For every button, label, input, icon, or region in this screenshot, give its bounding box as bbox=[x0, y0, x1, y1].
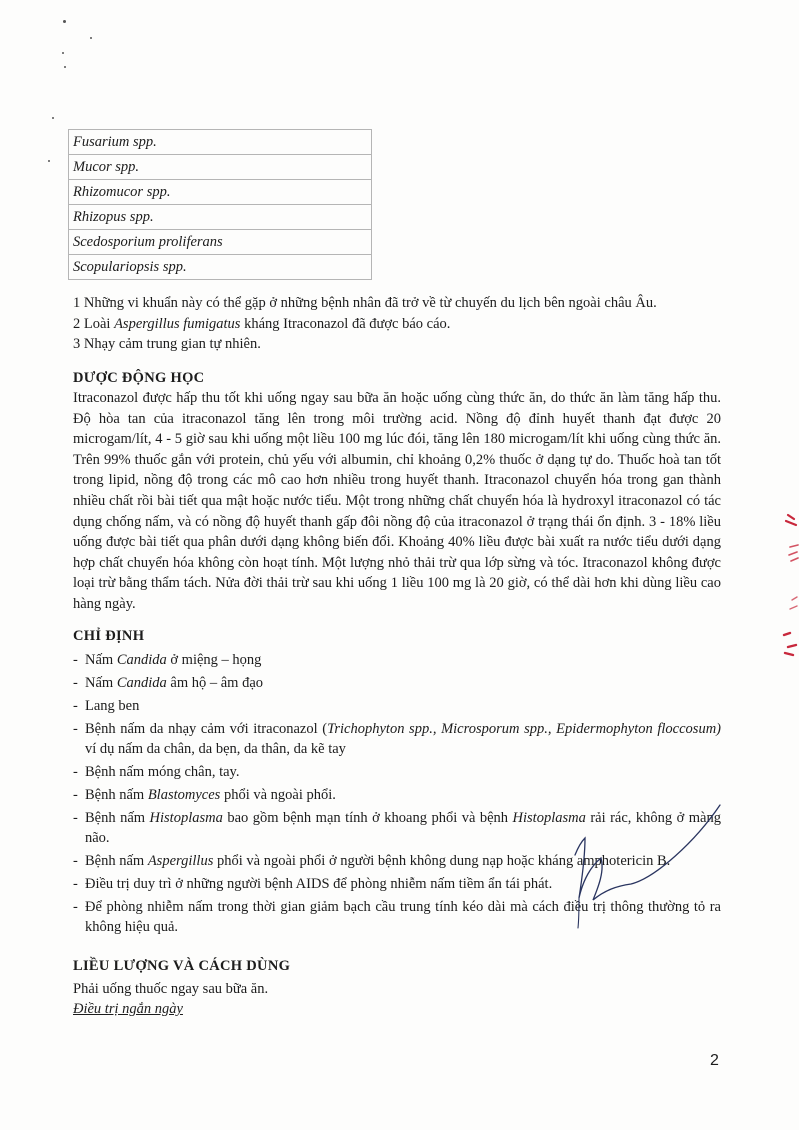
list-item bbox=[73, 762, 721, 782]
footnote-2-species: Aspergillus fumigatus bbox=[114, 315, 241, 332]
list-item bbox=[73, 696, 721, 716]
item-text: Bệnh nấm da nhạy cảm với itraconazol ( bbox=[85, 721, 328, 737]
pharmacokinetics-body: Itraconazol được hấp thu tốt khi uống ngay sau bữa ăn hoặc uống cùng thức ăn, do thức ăn làm tăng hấp thu. Độ hòa tan của itraconazol tăng lên trong môi trường acid. Nồng độ đỉnh huyết thanh đạt được 20 microgam/lít, 4 - 5 giờ sau khi uống một liều 100 mg lúc đói, tăng lên 180 microgam/lít khi uống cùng thức ăn. Trên 99% thuốc gắn với protein, chủ yếu với albumin, chỉ khoảng 0,2% thuốc ở dạng tự do. Thuốc hoà tan tốt trong lipid, nồng độ trong các mô cao hơn nhiều trong huyết thanh. Itraconazol chuyển hóa trong gan thành nhiều chất rồi bài tiết qua mật hoặc nước tiểu. Một trong những chất chuyển hóa là hydroxyl itraconazol có tác dụng chống nấm, và có nồng độ huyết thanh gấp đôi nồng độ của itraconazol ở trạng thái ổn định. 3 - 18% liều uống được bài tiết qua phân dưới dạng không biến đổi. Khoảng 40% liều được bài xuất ra nước tiểu dưới dạng hợp chất chuyển hóa không còn hoạt tính. Một lượng nhỏ thải trừ qua lớp sừng và tóc. Itraconazol không được loại trừ bằng thẩm tách. Nửa đời thải trừ sau khi uống 1 liều 100 mg là 20 giờ, có thể dài hơn khi dùng liều cao hàng ngày. bbox=[73, 390, 721, 612]
item-text: Lang ben bbox=[85, 698, 140, 714]
red-stamp-edge bbox=[770, 505, 799, 665]
footnote-2-suffix: kháng Itraconazol đã được báo cáo. bbox=[240, 315, 451, 332]
footnotes bbox=[73, 293, 721, 355]
item-italic: Histoplasma bbox=[512, 810, 586, 826]
table-row bbox=[69, 180, 372, 205]
list-dash: - bbox=[73, 721, 78, 737]
item-text: Điều trị duy trì ở những người bệnh AIDS để phòng nhiễm nấm tiềm ẩn tái phát. bbox=[85, 876, 553, 892]
item-text: ví dụ nấm da chân, da bẹn, da thân, da kẽ tay bbox=[85, 741, 346, 757]
item-text: rải rác, không ở màng não. bbox=[85, 810, 721, 846]
item-text: ở miệng – họng bbox=[166, 652, 262, 668]
item-text: bao gồm bệnh mạn tính ở khoang phổi và bệnh bbox=[222, 810, 513, 826]
item-text: phổi và ngoài phổi ở người bệnh không dung nạp hoặc kháng amphotericin B. bbox=[213, 853, 671, 869]
item-text: âm hộ – âm đạo bbox=[166, 675, 264, 691]
list-dash: - bbox=[73, 876, 78, 892]
item-text: phổi và ngoài phổi. bbox=[220, 787, 336, 803]
footnote-1: 1 Những vi khuẩn này có thể gặp ở những bệnh nhân đã trở về từ chuyến du lịch bên ngoài châu Âu. bbox=[73, 295, 657, 311]
item-italic: Blastomyces bbox=[147, 787, 221, 803]
item-italic: Candida bbox=[116, 675, 167, 691]
dosage-subheading: Điều trị ngắn ngày bbox=[73, 1001, 183, 1017]
table-row bbox=[69, 255, 372, 280]
item-text: Bệnh nấm móng chân, tay. bbox=[85, 764, 240, 780]
organism-cell: Rhizomucor spp. bbox=[69, 180, 372, 205]
scan-speck bbox=[52, 117, 54, 119]
list-dash: - bbox=[73, 698, 78, 714]
list-dash: - bbox=[73, 764, 78, 780]
list-dash: - bbox=[73, 899, 78, 915]
table-row bbox=[69, 130, 372, 155]
item-text: Bệnh nấm bbox=[85, 810, 150, 826]
table-row bbox=[69, 230, 372, 255]
list-item bbox=[73, 673, 721, 693]
item-text: Bệnh nấm bbox=[85, 787, 148, 803]
item-italic: Histoplasma bbox=[149, 810, 223, 826]
organism-cell: Fusarium spp. bbox=[69, 130, 372, 155]
item-text: Để phòng nhiễm nấm trong thời gian giảm bạch cầu trung tính kéo dài mà cách điều trị thông thường tỏ ra không hiệu quả. bbox=[85, 899, 721, 935]
organism-cell: Scopulariopsis spp. bbox=[69, 255, 372, 280]
dosage-heading: LIỀU LƯỢNG VÀ CÁCH DÙNG bbox=[73, 958, 291, 974]
footnote-2 bbox=[73, 314, 721, 335]
table-row bbox=[69, 155, 372, 180]
item-text: Nấm bbox=[85, 675, 117, 691]
scan-speck bbox=[62, 52, 64, 54]
dosage-instruction: Phải uống thuốc ngay sau bữa ăn. bbox=[73, 981, 269, 997]
organism-cell: Mucor spp. bbox=[69, 155, 372, 180]
footnote-2-prefix: 2 Loài bbox=[73, 315, 115, 332]
pharmacokinetics-heading: DƯỢC ĐỘNG HỌC bbox=[73, 370, 205, 386]
organism-cell: Scedosporium proliferans bbox=[69, 230, 372, 255]
item-italic: Aspergillus bbox=[147, 853, 214, 869]
list-dash: - bbox=[73, 652, 78, 668]
indications-heading: CHỈ ĐỊNH bbox=[73, 628, 145, 644]
list-dash: - bbox=[73, 810, 78, 826]
item-text: Nấm bbox=[85, 652, 117, 668]
organism-table bbox=[68, 129, 372, 280]
list-item bbox=[73, 650, 721, 670]
item-text: Bệnh nấm bbox=[85, 853, 148, 869]
item-italic: Candida bbox=[116, 652, 167, 668]
list-dash: - bbox=[73, 675, 78, 691]
scan-speck bbox=[90, 37, 92, 39]
scan-speck bbox=[64, 66, 66, 68]
list-dash: - bbox=[73, 787, 78, 803]
scan-speck bbox=[48, 160, 50, 162]
handwritten-signature bbox=[535, 800, 735, 930]
organism-cell: Rhizopus spp. bbox=[69, 205, 372, 230]
scan-speck bbox=[63, 20, 66, 23]
page-number: 2 bbox=[710, 1052, 719, 1069]
table-row bbox=[69, 205, 372, 230]
item-italic: Trichophyton spp., Microsporum spp., Epidermophyton floccosum) bbox=[327, 721, 721, 737]
list-item bbox=[73, 719, 721, 759]
list-dash: - bbox=[73, 853, 78, 869]
footnote-3: 3 Nhạy cảm trung gian tự nhiên. bbox=[73, 336, 261, 352]
